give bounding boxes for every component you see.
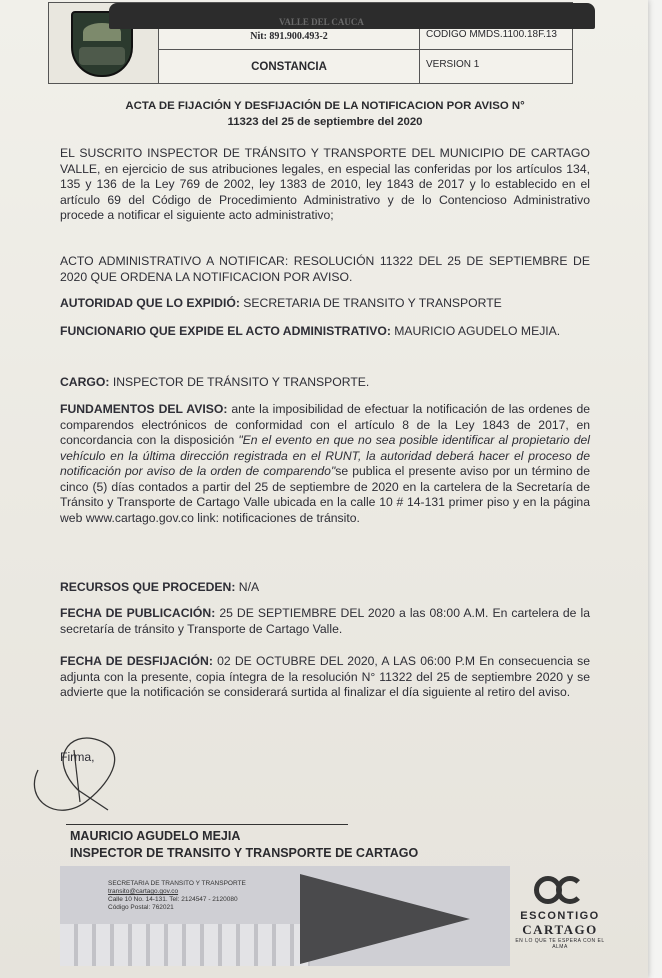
signer-name: MAURICIO AGUDELO MEJIA [70,829,241,843]
publicacion-label: FECHA DE PUBLICACIÓN: [60,606,216,620]
redaction-bar [109,3,595,29]
brand-logo [510,876,610,950]
footer-email: transito@cartago.gov.co [108,888,179,895]
header-divider-right [420,49,573,50]
header-nit: Nit: 891.900.493-2 [250,31,328,42]
fundamentos-text-2: se publica el presente aviso por un término de cinco (5) días contados a partir del 25 de septiembre de 2020 en la cartelera de la Secretaría de Tránsito y Transporte de Cartago Valle ubicada en la calle 10 # 14-131 primer piso y en la página web www.cartago.gov.co link: notificaciones de tránsito. [60,464,590,525]
document-title [60,98,590,130]
footer-banner [60,866,510,966]
header-center [159,29,419,83]
footer-address [108,880,246,912]
autoridad-value: SECRETARIA DE TRANSITO Y TRANSPORTE [239,296,502,310]
acto-paragraph: ACTO ADMINISTRATIVO A NOTIFICAR: RESOLUCIÓN 11322 DEL 25 DE SEPTIEMBRE DE 2020 QUE ORDENA LA NOTIFICACION POR AVISO. [60,254,590,284]
cargo-label: CARGO: [60,375,110,389]
desfijacion-value: 02 DE OCTUBRE DEL 2020, A LAS 06:00 P.M En consecuencia se adjunta con la presente, copia íntegra de la resolución N° 11322 del 25 de septiembre 2020 y se advierte que la notificación se considerará surtida al finalizar el día siguiente al retiro del aviso. [60,654,590,699]
desfijacion-label: FECHA DE DESFIJACIÓN: [60,654,213,668]
header-right [419,29,573,83]
building-graphic [60,924,310,966]
funcionario-paragraph [60,324,590,340]
funcionario-label: FUNCIONARIO QUE EXPIDE EL ACTO ADMINISTRATIVO: [60,324,391,338]
header-code: CODIGO MMDS.1100.18F.13 [426,29,557,40]
autoridad-label: AUTORIDAD QUE LO EXPIDIÓ: [60,296,240,310]
autoridad-paragraph [60,296,590,312]
header-version: VERSION 1 [426,59,480,70]
signature-mark [18,730,158,820]
footer-street: Calle 10 No. 14-131. Tel: 2124547 - 2120080 [108,896,238,903]
fundamentos-text-1: ante la imposibilidad de efectuar la notificación de las ordenes de comparendos electrónicos de conformidad con el artículo 8 de la Ley 1843 de 2017, en concordancia con la disposición [60,402,590,447]
header-doc-type: CONSTANCIA [251,61,327,73]
intro-paragraph: EL SUSCRITO INSPECTOR DE TRÁNSITO Y TRANSPORTE DEL MUNICIPIO DE CARTAGO VALLE, en ejercicio de sus atribuciones legales, en especial las conferidas por los artículos 134, 135 y 136 de la Ley 769 de 2002, ley 1383 de 2010, ley 1843 de 2017 y lo establecido en el artículo 69 del Código de Procedimiento Administrativo y de lo Contencioso Administrativo procede a notificar el siguiente acto administrativo; [60,146,590,222]
header-entity: VALLE DEL CAUCA [279,17,364,27]
fundamentos-label: FUNDAMENTOS DEL AVISO: [60,402,228,416]
signature-line [66,824,348,825]
recursos-value: N/A [235,580,260,594]
footer-arrow-graphic [300,874,470,964]
fundamentos-quote: "En el evento en que no sea posible identificar al propietario del vehículo en la última dirección registrada en el RUNT, la autoridad deberá hacer el proceso de notificación por aviso de la orden de comparendo" [60,433,590,478]
header-divider [159,49,419,50]
recursos-paragraph [60,580,590,596]
title-line-2: 11323 del 25 de septiembre del 2020 [227,116,423,128]
publicacion-paragraph [60,606,590,637]
signer-block [70,828,418,862]
brand-tagline: EN LO QUE TE ESPERA CON EL ALMA [515,938,605,950]
funcionario-value: MAURICIO AGUDELO MEJIA. [390,324,561,338]
cargo-paragraph [60,375,590,391]
brand-line-1: ESCONTIGO [520,910,600,922]
cargo-value: INSPECTOR DE TRÁNSITO Y TRANSPORTE. [109,375,370,389]
background-edge [648,0,662,978]
fundamentos-paragraph [60,402,590,526]
signer-role: INSPECTOR DE TRANSITO Y TRANSPORTE DE CARTAGO [70,846,419,860]
footer-postal: Código Postal: 762021 [108,904,174,911]
publicacion-value: 25 DE SEPTIEMBRE DEL 2020 a las 08:00 A.M. En cartelera de la secretaría de tránsito y Transporte de Cartago Valle. [60,606,590,636]
recursos-label: RECURSOS QUE PROCEDEN: [60,580,236,594]
desfijacion-paragraph [60,654,590,701]
title-line-1: ACTA DE FIJACIÓN Y DESFIJACIÓN DE LA NOTIFICACION POR AVISO N° [125,100,525,112]
document-header [48,2,573,84]
footer-office: SECRETARIA DE TRANSITO Y TRANSPORTE [108,880,246,887]
brand-mark-icon [530,876,590,906]
firma-label: Firma, [60,750,95,764]
brand-line-2: CARTAGO [522,922,598,937]
